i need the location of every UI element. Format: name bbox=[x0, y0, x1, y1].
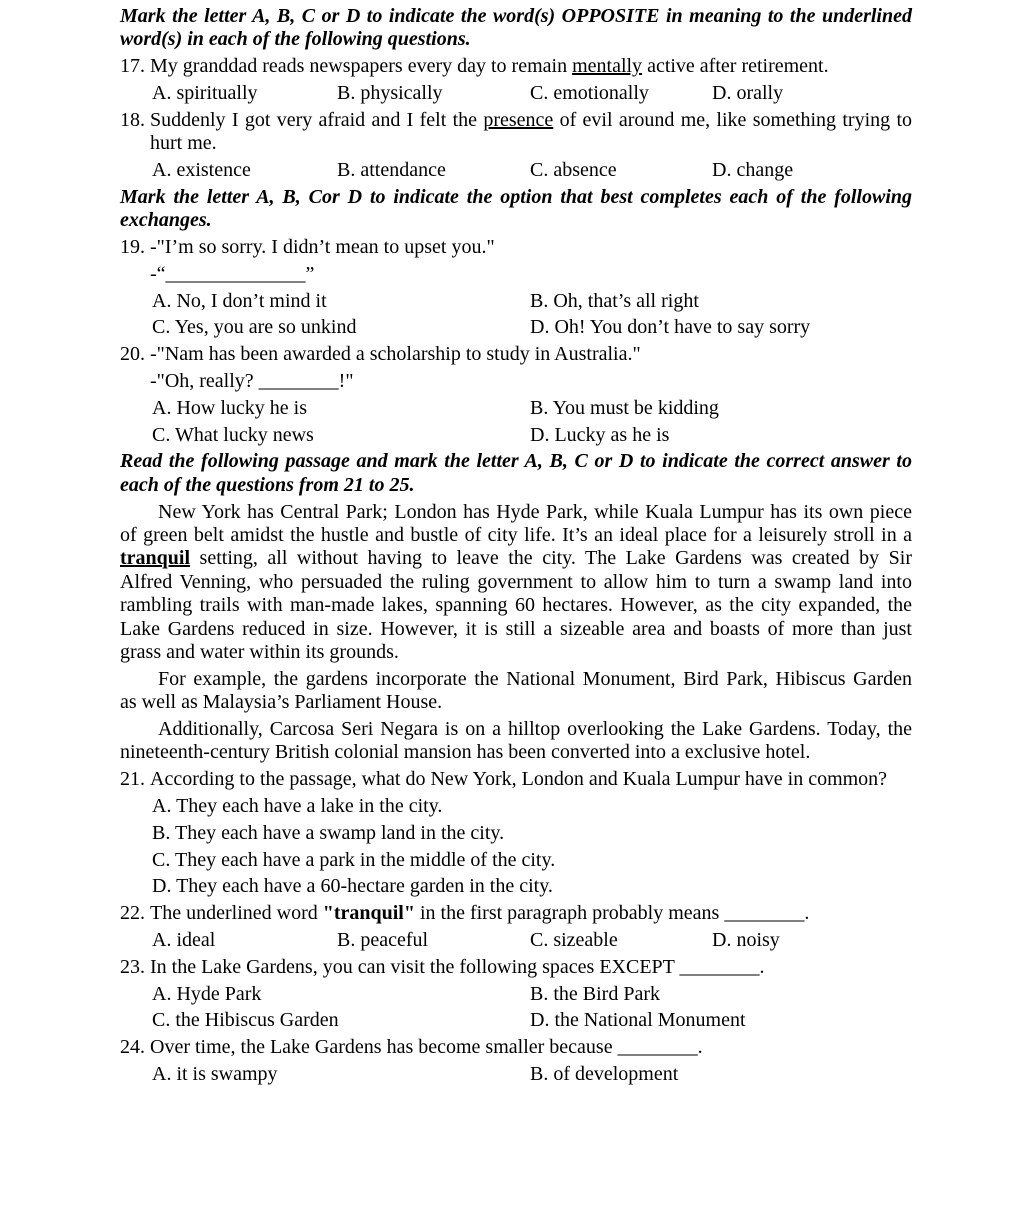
instruction-opposite-meaning-line-1 bbox=[120, 5, 912, 28]
passage-paragraph-1-line-7 bbox=[120, 641, 912, 664]
question-20-line-1 bbox=[120, 343, 912, 366]
question-24-text: Over time, the Lake Gardens has become smaller because ________. bbox=[150, 1036, 703, 1059]
instruction-reading-passage bbox=[120, 450, 912, 497]
instruction-exchanges bbox=[120, 186, 912, 233]
question-19-blank bbox=[120, 263, 912, 286]
passage-paragraph-3 bbox=[120, 718, 912, 765]
question-17-number: 17. bbox=[120, 55, 145, 78]
question-21-option-c: C. They each have a park in the middle of the city. bbox=[152, 848, 556, 871]
question-20-options-row-1-item-b: B. You must be kidding bbox=[530, 396, 719, 419]
instruction-opposite-meaning bbox=[120, 5, 912, 52]
question-23-options-row-1-item-b: B. the Bird Park bbox=[530, 982, 660, 1005]
passage-paragraph-2-text: For example, the gardens incorporate the National Monument, Bird Park, Hibiscus Garden bbox=[158, 667, 912, 690]
question-22-text: "tranquil" bbox=[322, 902, 415, 925]
passage-paragraph-1-line-1 bbox=[120, 501, 912, 524]
question-20-options-row-1-item-a: A. How lucky he is bbox=[152, 396, 307, 419]
question-23-options-row-2-item-c: C. the Hibiscus Garden bbox=[152, 1009, 339, 1032]
passage-paragraph-1-text: rambling trails with man-made lakes, spanning 60 hectares. However, as the city expanded, the bbox=[120, 594, 912, 617]
question-19-options-row-2-item-c: C. Yes, you are so unkind bbox=[152, 316, 357, 339]
question-19-options-row-1-item-a: A. No, I don’t mind it bbox=[152, 289, 327, 312]
instruction-exchanges-text: Mark the letter A, B, Cor D to indicate the option that best completes each of the following bbox=[120, 185, 912, 208]
question-17-options-item-a: A. spiritually bbox=[152, 82, 258, 104]
question-17-line-1 bbox=[120, 55, 912, 78]
question-20-text: -"Nam has been awarded a scholarship to study in Australia." bbox=[150, 343, 641, 366]
question-18-text: of evil around me, like something trying to bbox=[553, 108, 913, 131]
question-23-options-row-1 bbox=[120, 983, 912, 1006]
question-20-number: 20. bbox=[120, 343, 145, 366]
question-18-line-1 bbox=[120, 109, 912, 132]
question-20-blank-text: -"Oh, really? ________!" bbox=[150, 369, 354, 392]
question-23-options-row-2 bbox=[120, 1009, 912, 1032]
instruction-reading-passage-text: each of the questions from 21 to 25. bbox=[120, 473, 415, 496]
question-20-options-row-1 bbox=[120, 397, 912, 420]
question-21-line-1 bbox=[120, 768, 912, 791]
passage-paragraph-3-text: nineteenth-century British colonial mansion has been converted into a exclusive hotel. bbox=[120, 741, 811, 764]
question-20-options-row-2-item-c: C. What lucky news bbox=[152, 423, 314, 446]
passage-paragraph-1-text: Lake Gardens reduced in size. However, it is still a sizeable area and boasts of more than just bbox=[120, 617, 912, 640]
question-20-options-row-2-item-d: D. Lucky as he is bbox=[530, 423, 670, 446]
question-24 bbox=[120, 1036, 912, 1059]
question-17-text: My granddad reads newspapers every day to remain bbox=[150, 55, 573, 78]
question-24-options-item-a: A. it is swampy bbox=[152, 1062, 278, 1085]
question-23 bbox=[120, 956, 912, 979]
question-17-options-item-c: C. emotionally bbox=[530, 82, 649, 104]
question-20-options-row-2 bbox=[120, 424, 912, 447]
passage-paragraph-1-line-5 bbox=[120, 594, 912, 617]
question-23-options-row-1-item-a: A. Hyde Park bbox=[152, 982, 262, 1005]
question-18-options-item-b: B. attendance bbox=[337, 159, 446, 181]
question-17-text: mentally bbox=[572, 55, 643, 78]
question-24-number: 24. bbox=[120, 1036, 145, 1059]
question-22-number: 22. bbox=[120, 902, 145, 925]
instruction-exchanges-line-2 bbox=[120, 209, 912, 232]
passage-paragraph-2 bbox=[120, 668, 912, 715]
question-22-options-item-a: A. ideal bbox=[152, 929, 216, 951]
question-20-blank bbox=[120, 370, 912, 393]
question-19-blank-line-1 bbox=[120, 263, 912, 286]
question-21-option-a: A. They each have a lake in the city. bbox=[152, 795, 443, 818]
instruction-reading-passage-text: Read the following passage and mark the letter A, B, C or D to indicate the correct answer to bbox=[120, 450, 912, 473]
passage-paragraph-1-line-2 bbox=[120, 524, 912, 547]
passage-paragraph-1-text: tranquil bbox=[120, 547, 191, 570]
question-21 bbox=[120, 768, 912, 791]
question-18-options-item-c: C. absence bbox=[530, 159, 617, 181]
question-22-options-item-c: C. sizeable bbox=[530, 929, 618, 951]
question-22-options-item-d: D. noisy bbox=[712, 929, 780, 951]
question-19-line-1 bbox=[120, 236, 912, 259]
question-21-text: According to the passage, what do New York, London and Kuala Lumpur have in common? bbox=[150, 768, 888, 791]
passage-paragraph-2-line-1 bbox=[120, 668, 912, 691]
passage-paragraph-1-text: New York has Central Park; London has Hyde Park, while Kuala Lumpur has its own piece bbox=[158, 500, 912, 523]
question-18 bbox=[120, 109, 912, 156]
passage-paragraph-2-text: as well as Malaysia’s Parliament House. bbox=[120, 691, 443, 714]
question-18-options-item-d: D. change bbox=[712, 159, 794, 181]
question-18-options-item-a: A. existence bbox=[152, 159, 251, 181]
question-18-options bbox=[120, 159, 912, 182]
question-18-number: 18. bbox=[120, 108, 145, 131]
passage-paragraph-1-line-6 bbox=[120, 618, 912, 641]
instruction-opposite-meaning-text: word(s) in each of the following questions. bbox=[120, 28, 471, 51]
question-19-blank-text: -“______________” bbox=[150, 262, 315, 285]
question-19-number: 19. bbox=[120, 236, 145, 258]
passage-paragraph-2-line-2 bbox=[120, 691, 912, 714]
instruction-exchanges-text: exchanges. bbox=[120, 209, 212, 232]
instruction-reading-passage-line-2 bbox=[120, 474, 912, 497]
question-17-options-item-b: B. physically bbox=[337, 82, 443, 104]
question-22-options-item-b: B. peaceful bbox=[337, 929, 429, 951]
question-23-number: 23. bbox=[120, 955, 145, 978]
instruction-exchanges-line-1 bbox=[120, 186, 912, 209]
question-24-options-item-b: B. of development bbox=[530, 1062, 679, 1085]
question-22-options bbox=[120, 929, 912, 952]
question-19-options-row-1 bbox=[120, 290, 912, 313]
question-21-option-b: B. They each have a swamp land in the city. bbox=[152, 821, 505, 844]
question-22-text: in the first paragraph probably means ________. bbox=[414, 902, 810, 925]
instruction-opposite-meaning-line-2 bbox=[120, 28, 912, 51]
question-20-blank-line-1 bbox=[120, 370, 912, 393]
question-21-number: 21. bbox=[120, 768, 145, 791]
passage-paragraph-1-line-3 bbox=[120, 547, 912, 570]
question-21-option-d: D. They each have a 60-hectare garden in the city. bbox=[152, 875, 553, 898]
question-23-options-row-2-item-d: D. the National Monument bbox=[530, 1009, 746, 1032]
question-17 bbox=[120, 55, 912, 78]
question-17-text: active after retirement. bbox=[642, 55, 829, 78]
passage-paragraph-1 bbox=[120, 501, 912, 665]
question-23-line-1 bbox=[120, 956, 912, 979]
question-24-options bbox=[120, 1063, 912, 1086]
question-23-text: In the Lake Gardens, you can visit the following spaces EXCEPT ________. bbox=[150, 955, 765, 978]
question-18-text: hurt me. bbox=[150, 132, 217, 155]
question-17-options bbox=[120, 82, 912, 105]
question-17-options-item-d: D. orally bbox=[712, 82, 784, 104]
passage-paragraph-3-text: Additionally, Carcosa Seri Negara is on a hilltop overlooking the Lake Gardens. Today, the bbox=[158, 718, 912, 741]
question-20 bbox=[120, 343, 912, 366]
instruction-reading-passage-line-1 bbox=[120, 450, 912, 473]
question-19 bbox=[120, 236, 912, 259]
passage-paragraph-1-text: grass and water within its grounds. bbox=[120, 641, 399, 664]
passage-paragraph-1-line-4 bbox=[120, 571, 912, 594]
question-24-line-1 bbox=[120, 1036, 912, 1059]
question-18-line-2 bbox=[120, 132, 912, 155]
question-18-text: Suddenly I got very afraid and I felt the bbox=[150, 108, 484, 131]
passage-paragraph-1-text: Alfred Venning, who persuaded the ruling government to allow him to turn a swamp land into bbox=[120, 570, 912, 593]
question-19-options-row-2 bbox=[120, 316, 912, 339]
passage-paragraph-3-line-2 bbox=[120, 741, 912, 764]
question-19-text: -"I’m so sorry. I didn’t mean to upset you." bbox=[150, 236, 495, 258]
passage-paragraph-1-text: of green belt amidst the hustle and bustle of city life. It’s an ideal place for a leisurely stroll in a bbox=[120, 523, 912, 546]
instruction-opposite-meaning-text: Mark the letter A, B, C or D to indicate the word(s) OPPOSITE in meaning to the underlined bbox=[120, 5, 912, 27]
question-19-options-row-1-item-b: B. Oh, that’s all right bbox=[530, 289, 699, 312]
question-19-options-row-2-item-d: D. Oh! You don’t have to say sorry bbox=[530, 316, 811, 339]
passage-paragraph-3-line-1 bbox=[120, 718, 912, 741]
question-22 bbox=[120, 902, 912, 925]
question-18-text: presence bbox=[483, 108, 554, 131]
question-22-text: The underlined word bbox=[150, 902, 323, 925]
passage-paragraph-1-text: setting, all without having to leave the city. The Lake Gardens was created by Sir bbox=[190, 547, 912, 570]
question-22-line-1 bbox=[120, 902, 912, 925]
